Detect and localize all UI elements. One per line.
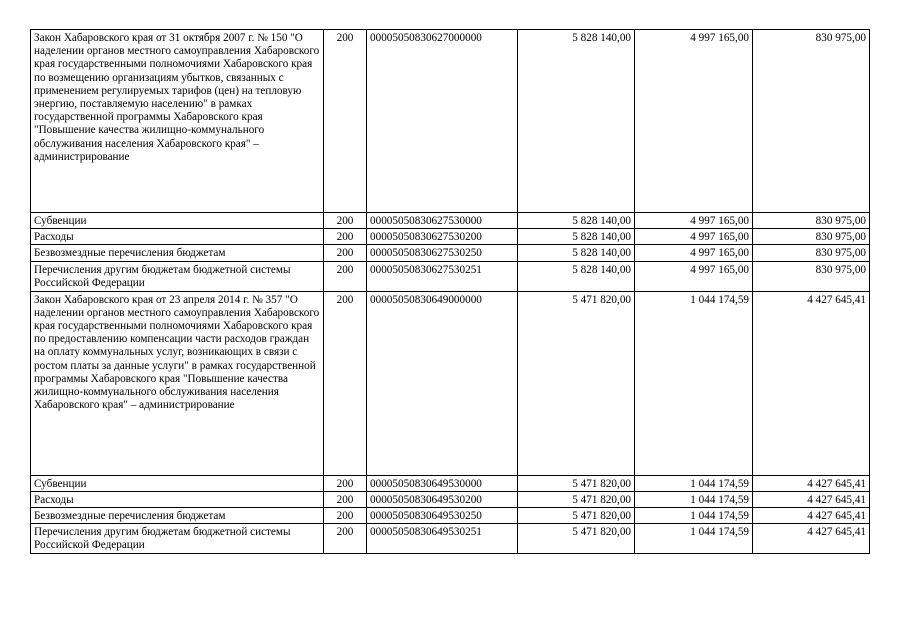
row-assigned-amount: 5 828 140,00 (518, 30, 635, 213)
row-executed-amount: 4 997 165,00 (635, 229, 753, 245)
row-name: Расходы (31, 491, 324, 507)
table-row (31, 475, 870, 491)
table-row (31, 491, 870, 507)
row-line-code: 200 (324, 261, 367, 291)
row-line-code: 200 (324, 508, 367, 524)
row-assigned-amount: 5 828 140,00 (518, 213, 635, 229)
row-line-code: 200 (324, 213, 367, 229)
row-line-code: 200 (324, 291, 367, 475)
row-executed-amount: 4 997 165,00 (635, 245, 753, 261)
row-assigned-amount: 5 828 140,00 (518, 261, 635, 291)
budget-execution-table (30, 29, 870, 554)
table-row (31, 524, 870, 554)
row-unexecuted-amount: 830 975,00 (753, 229, 870, 245)
row-line-code: 200 (324, 524, 367, 554)
row-executed-amount: 4 997 165,00 (635, 261, 753, 291)
row-line-code: 200 (324, 491, 367, 507)
table-row (31, 30, 870, 213)
row-classification-code: 00005050830649000000 (367, 291, 518, 475)
row-classification-code: 00005050830627000000 (367, 30, 518, 213)
row-name: Расходы (31, 229, 324, 245)
row-classification-code: 00005050830627530000 (367, 213, 518, 229)
row-unexecuted-amount: 830 975,00 (753, 213, 870, 229)
row-classification-code: 00005050830627530200 (367, 229, 518, 245)
table-row (31, 229, 870, 245)
row-name: Перечисления другим бюджетам бюджетной системы Российской Федерации (31, 261, 324, 291)
row-unexecuted-amount: 4 427 645,41 (753, 491, 870, 507)
row-name: Безвозмездные перечисления бюджетам (31, 245, 324, 261)
row-classification-code: 00005050830649530000 (367, 475, 518, 491)
row-unexecuted-amount: 4 427 645,41 (753, 475, 870, 491)
row-executed-amount: 4 997 165,00 (635, 30, 753, 213)
row-assigned-amount: 5 471 820,00 (518, 491, 635, 507)
row-name: Закон Хабаровского края от 23 апреля 2014 г. № 357 "О наделении органов местного самоуправления Хабаровского края государственными полномочиями Хабаровского края по предоставлению компенсации части расходов граждан на оплату коммунальных услуг, возникающих в связи с ростом платы за данные услуги" в рамках государственной программы Хабаровского края "Повышение качества жилищно-коммунального обслуживания населения Хабаровского края" – администрирование (31, 291, 324, 475)
row-assigned-amount: 5 471 820,00 (518, 475, 635, 491)
row-assigned-amount: 5 471 820,00 (518, 291, 635, 475)
row-classification-code: 00005050830649530250 (367, 508, 518, 524)
row-assigned-amount: 5 471 820,00 (518, 508, 635, 524)
row-executed-amount: 1 044 174,59 (635, 291, 753, 475)
row-classification-code: 00005050830627530251 (367, 261, 518, 291)
row-unexecuted-amount: 4 427 645,41 (753, 291, 870, 475)
row-executed-amount: 4 997 165,00 (635, 213, 753, 229)
row-name: Субвенции (31, 475, 324, 491)
row-executed-amount: 1 044 174,59 (635, 508, 753, 524)
row-executed-amount: 1 044 174,59 (635, 524, 753, 554)
row-unexecuted-amount: 830 975,00 (753, 261, 870, 291)
row-classification-code: 00005050830649530200 (367, 491, 518, 507)
row-assigned-amount: 5 828 140,00 (518, 245, 635, 261)
row-classification-code: 00005050830627530250 (367, 245, 518, 261)
row-unexecuted-amount: 830 975,00 (753, 245, 870, 261)
row-unexecuted-amount: 4 427 645,41 (753, 524, 870, 554)
row-executed-amount: 1 044 174,59 (635, 475, 753, 491)
row-name: Субвенции (31, 213, 324, 229)
row-name: Закон Хабаровского края от 31 октября 2007 г. № 150 "О наделении органов местного самоуправления Хабаровского края государственными полномочиями Хабаровского края по возмещению организациям убытков, связанных с применением регулируемых тарифов (цен) на тепловую энергию, поставляемую населению" в рамках государственной программы Хабаровского края "Повышение качества жилищно-коммунального обслуживания населения Хабаровского края" – администрирование (31, 30, 324, 213)
row-executed-amount: 1 044 174,59 (635, 491, 753, 507)
table-row (31, 291, 870, 475)
row-assigned-amount: 5 471 820,00 (518, 524, 635, 554)
row-unexecuted-amount: 4 427 645,41 (753, 508, 870, 524)
table-row (31, 245, 870, 261)
table-row (31, 213, 870, 229)
row-classification-code: 00005050830649530251 (367, 524, 518, 554)
row-name: Перечисления другим бюджетам бюджетной системы Российской Федерации (31, 524, 324, 554)
table-row (31, 508, 870, 524)
table-row (31, 261, 870, 291)
row-unexecuted-amount: 830 975,00 (753, 30, 870, 213)
row-line-code: 200 (324, 30, 367, 213)
row-line-code: 200 (324, 475, 367, 491)
row-line-code: 200 (324, 229, 367, 245)
row-name: Безвозмездные перечисления бюджетам (31, 508, 324, 524)
row-line-code: 200 (324, 245, 367, 261)
row-assigned-amount: 5 828 140,00 (518, 229, 635, 245)
